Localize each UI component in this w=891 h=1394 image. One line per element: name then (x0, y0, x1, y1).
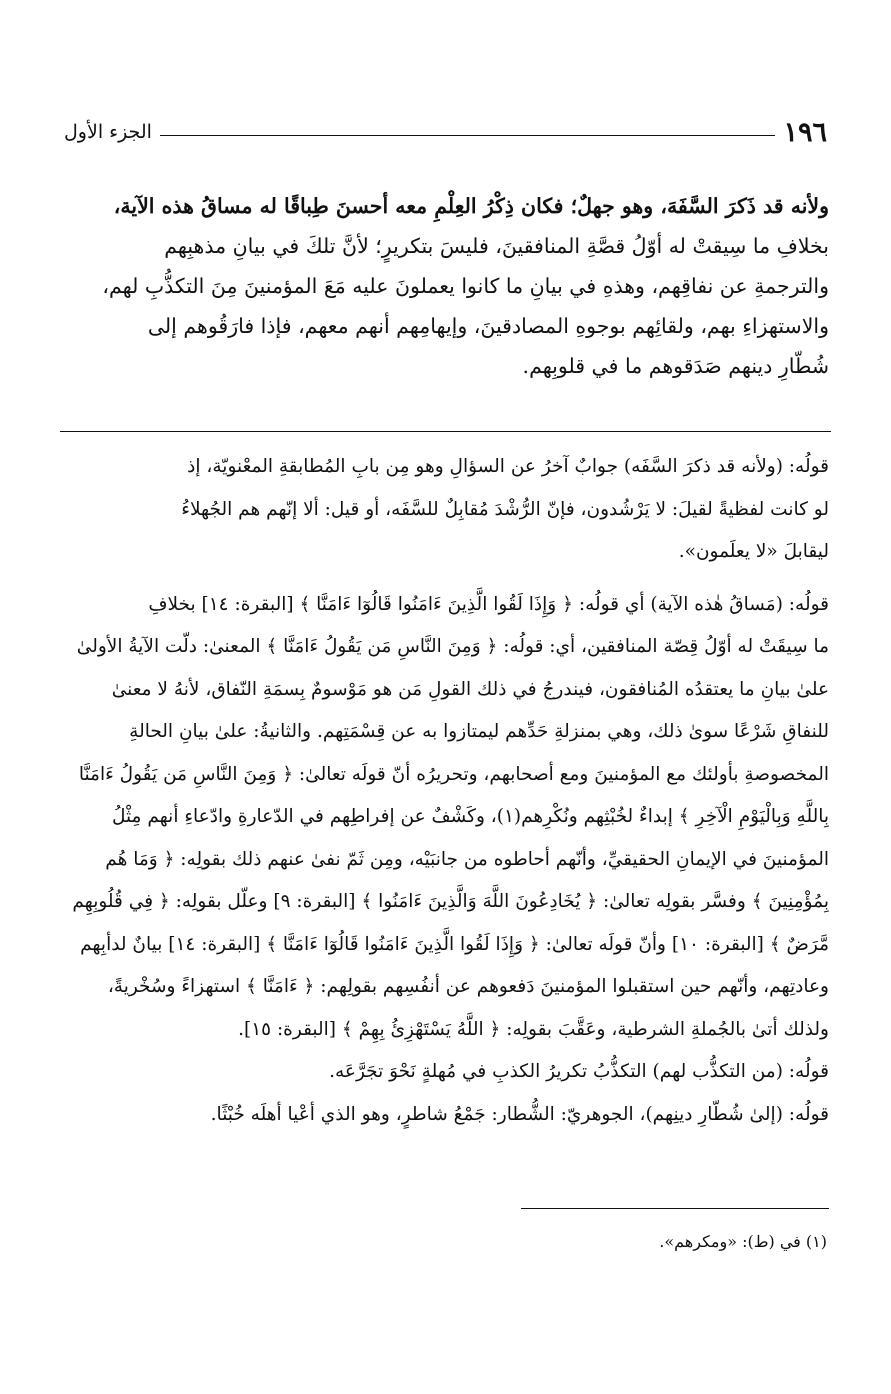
page-header (64, 114, 827, 150)
footnote-rule (521, 1208, 829, 1209)
commentary-line: للنفاقِ شَرْعًا سوىٰ ذلك، وهي بمنزلةِ حَدِّهم ليمتازوا به عن قِسْمَتِهم. والثانيةُ: علىٰ بيانِ الحالةِ (129, 721, 829, 742)
main-line: بخلافِ ما سِيقتْ له أوّلُ قصَّةِ المنافقينَ، فليسَ بتكريرٍ؛ لأنَّ تلكَ في بيانِ مذهبِهم (164, 234, 829, 258)
commentary-line: ليقابلَ «لا يعلَمون». (678, 541, 829, 562)
commentary-line: قولُه: (ولأنه قد ذكرَ السَّفَه) جوابٌ آخرُ عن السؤالِ وهو مِن بابِ المُطابقةِ المعْنويّة، إذ (187, 456, 829, 477)
commentary-line: وعادتِهم، وأنّهم حين استقبلوا المؤمنينَ دَفعوهم عن أنفُسِهم بقولِهم: ﴿ ءَامَنَّا ﴾ استهزاءً وسُخْريةً، (107, 976, 829, 997)
main-text (60, 186, 829, 386)
commentary-line: المؤمنينَ في الإيمانِ الحقيقيِّ، وأنّهم أحاطوه من جانبَيْه، ومِن ثَمّ نفىٰ عنهم ذلك بقولِه: ﴿ وَمَا هُم (105, 848, 829, 870)
commentary-line: ما سِيقَتْ له أوّلُ قِصّة المنافقين، أي: قولُه: ﴿ وَمِنَ النَّاسِ مَن يَقُولُ ءَامَنَّا ﴾ المعنىٰ: دلّت الآيةُ الأولىٰ (76, 636, 829, 657)
commentary-line: بِاللَّهِ وَبِالْيَوْمِ الْآخِرِ ﴾ إبداءٌ لخُبْثِهم ونُكْرِهم(١)، وكَشْفٌ عن إفراطِهم في الدّعارةِ وادّعاءِ أنهم مِثْلُ (111, 806, 829, 827)
commentary-line: ولذلك أتىٰ بالجُملةِ الشرطية، وعَقَّبَ بقولِه: ﴿ اللَّهُ يَسْتَهْزِئُ بِهِمْ ﴾ [البقرة: ١٥]. (238, 1018, 829, 1040)
commentary-line: مَّرَضٌ ﴾ [البقرة: ١٠] وأنّ قولَه تعالىٰ: ﴿ وَإِذَا لَقُوا الَّذِينَ ءَامَنُوا قَالُوٓا ءَامَنَّا ﴾ [البقرة: ١٤] بيانٌ لدأبِهم (80, 933, 829, 955)
header-rule (160, 135, 776, 136)
commentary-line: قولُه: (مَساقُ هٰذه الآية) أي قولُه: ﴿ وَإِذَا لَقُوا الَّذِينَ ءَامَنُوا قَالُوٓا ءَامَنَّا ﴾ [البقرة: ١٤] بخلافِ (148, 593, 829, 615)
commentary-line: علىٰ بيانِ ما يعتقدُه المُنافقون، فيندرجُ في ذلك القولِ مَن هو مَوْسومٌ بِسمَةِ النّفاق، لأنهُ لا معنىٰ (111, 678, 829, 700)
commentary-line: بِمُؤْمِنِينَ ﴾ وفسَّر بقولِه تعالىٰ: ﴿ يُخَادِعُونَ اللَّهَ وَالَّذِينَ ءَامَنُوا ﴾ [البقرة: ٩] وعلّل بقولِه: ﴿ فِي قُلُوبِهِم (72, 891, 829, 912)
running-title: الجزء الأول (64, 121, 152, 143)
main-line: والترجمةِ عن نفاقِهم، وهذهِ في بيانِ ما كانوا يعملونَ عليه مَعَ المؤمنينَ مِنَ التكذُّبِ لهم، (102, 274, 829, 298)
commentary (60, 446, 829, 1136)
commentary-line: قولُه: (من التكذُّب لهم) التكذُّبُ تكريرُ الكذبِ في مُهلةٍ نَحْوَ تجَرَّعَه. (329, 1061, 829, 1082)
footnote: (١) في (ط): «ومكرهم». (659, 1232, 827, 1251)
commentary-line: المخصوصةِ بأولئك مع المؤمنينَ ومع أصحابهم، وتحريرُه أنّ قولَه تعالىٰ: ﴿ وَمِنَ النَّاسِ مَن يَقُولُ ءَامَنَّا (78, 763, 829, 785)
section-divider (60, 431, 831, 432)
main-line: ولأنه قد ذَكرَ السَّفَهَ، وهو جهلٌ؛ فكان ذِكْرُ العِلْمِ معه أحسنَ طِباقًا له مساقُ هذه الآية، (113, 194, 829, 218)
page-number: ١٩٦ (783, 116, 827, 148)
commentary-line: قولُه: (إلىٰ شُطّارِ دينِهم)، الجوهريّ: الشُّطار: جَمْعُ شاطرٍ، وهو الذي أعْيا أهلَه خُبْثًا. (210, 1103, 829, 1125)
main-line: شُطّارِ دينهم صَدَقوهم ما في قلوبِهم. (522, 354, 829, 378)
main-line: والاستهزاءِ بهم، ولقائِهم بوجوهِ المصادقينَ، وإيهامِهم أنهم معهم، فإذا فارَقُوهم إلى (147, 314, 829, 338)
commentary-line: لو كانت لفظيةً لقيلَ: لا يَرْشُدون، فإنّ الرُّشْدَ مُقابِلٌ للسَّفَه، أو قيل: ألا إنّهم هم الجُهلاءُ (181, 498, 829, 520)
